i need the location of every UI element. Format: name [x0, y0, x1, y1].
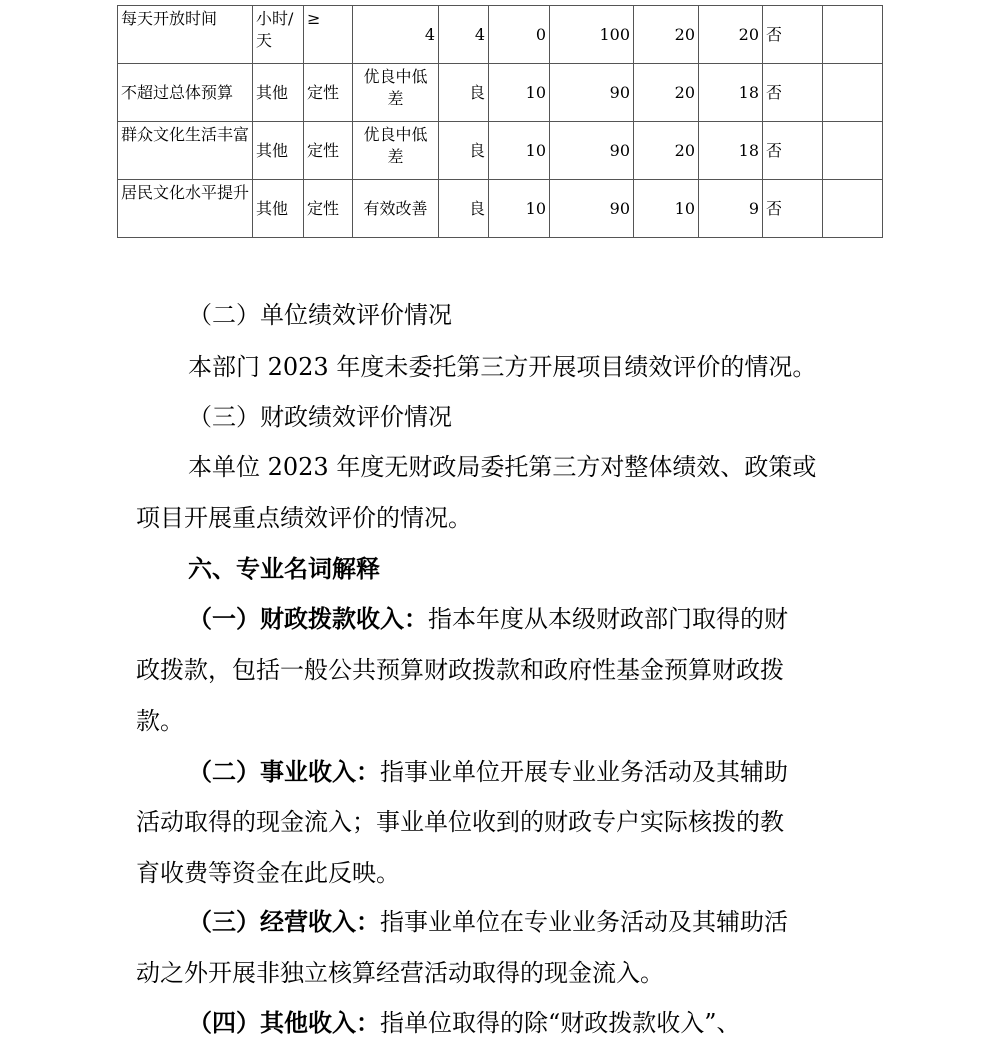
table-row [118, 6, 883, 64]
glossary-definition: 指事业单位在专业业务活动及其辅助活 [380, 908, 788, 936]
completion-cell: 100 [550, 6, 634, 64]
actual-cell: 良 [439, 122, 489, 180]
glossary-definition: 指本年度从本级财政部门取得的财 [428, 605, 788, 633]
glossary-item-business-income [0, 757, 1000, 787]
operator-cell: 定性 [304, 64, 353, 122]
completion-cell: 90 [550, 180, 634, 238]
target-cell: 有效改善 [353, 180, 439, 238]
operator-cell: 定性 [304, 122, 353, 180]
glossary-term: （四）其他收入： [188, 1008, 380, 1037]
indicator-name-cell: 每天开放时间 [118, 6, 253, 64]
unit-cell: 其他 [253, 122, 304, 180]
paragraph-fiscal-evaluation-line: 本单位 2023 年度无财政局委托第三方对整体绩效、政策或 [188, 453, 817, 481]
weight-cell: 20 [634, 6, 699, 64]
glossary-term: （一）财政拨款收入： [188, 604, 428, 633]
deviation-cell: 10 [489, 122, 550, 180]
operator-cell: 定性 [304, 180, 353, 238]
glossary-definition: 指单位取得的除“财政拨款收入”、 [380, 1009, 741, 1037]
indicator-name-cell: 居民文化水平提升 [118, 180, 253, 238]
flag-cell: 否 [763, 122, 823, 180]
deviation-cell: 10 [489, 64, 550, 122]
unit-cell: 小时/天 [253, 6, 304, 64]
glossary-definition-line: 款。 [136, 707, 184, 735]
actual-cell: 4 [439, 6, 489, 64]
indicator-name-cell: 群众文化生活丰富 [118, 122, 253, 180]
completion-cell: 90 [550, 64, 634, 122]
target-cell: 4 [353, 6, 439, 64]
glossary-item-operating-income [0, 907, 1000, 937]
completion-cell: 90 [550, 122, 634, 180]
flag-cell: 否 [763, 180, 823, 238]
glossary-item-other-income [0, 1008, 1000, 1038]
remark-cell [823, 122, 883, 180]
actual-cell: 良 [439, 180, 489, 238]
score-cell: 18 [699, 122, 763, 180]
unit-cell: 其他 [253, 64, 304, 122]
weight-cell: 20 [634, 64, 699, 122]
table-row [118, 180, 883, 238]
actual-cell: 良 [439, 64, 489, 122]
weight-cell: 10 [634, 180, 699, 238]
deviation-cell: 0 [489, 6, 550, 64]
glossary-definition-line: 活动取得的现金流入；事业单位收到的财政专户实际核拨的教 [136, 808, 784, 836]
paragraph-unit-evaluation: 本部门 2023 年度未委托第三方开展项目绩效评价的情况。 [188, 353, 817, 381]
target-cell: 优良中低差 [353, 122, 439, 180]
table-row [118, 64, 883, 122]
remark-cell [823, 64, 883, 122]
weight-cell: 20 [634, 122, 699, 180]
glossary-definition: 指事业单位开展专业业务活动及其辅助 [380, 758, 788, 786]
score-cell: 18 [699, 64, 763, 122]
flag-cell: 否 [763, 6, 823, 64]
glossary-term: （三）经营收入： [188, 907, 380, 936]
flag-cell: 否 [763, 64, 823, 122]
glossary-definition-line: 政拨款，包括一般公共预算财政拨款和政府性基金预算财政拨 [136, 656, 784, 684]
target-cell: 优良中低差 [353, 64, 439, 122]
deviation-cell: 10 [489, 180, 550, 238]
table-row [118, 122, 883, 180]
glossary-term: （二）事业收入： [188, 757, 380, 786]
paragraph-fiscal-evaluation-line: 项目开展重点绩效评价的情况。 [136, 504, 472, 532]
performance-indicator-table [117, 5, 883, 238]
section-heading-glossary: 六、专业名词解释 [188, 554, 380, 583]
section-heading-fiscal-evaluation: （三）财政绩效评价情况 [188, 403, 452, 431]
remark-cell [823, 180, 883, 238]
glossary-definition-line: 动之外开展非独立核算经营活动取得的现金流入。 [136, 959, 664, 987]
glossary-item-fiscal-appropriation [0, 604, 1000, 634]
section-heading-unit-evaluation: （二）单位绩效评价情况 [188, 301, 452, 329]
indicator-name-cell: 不超过总体预算 [118, 64, 253, 122]
unit-cell: 其他 [253, 180, 304, 238]
remark-cell [823, 6, 883, 64]
score-cell: 9 [699, 180, 763, 238]
glossary-definition-line: 育收费等资金在此反映。 [136, 859, 400, 887]
score-cell: 20 [699, 6, 763, 64]
operator-cell: ≥ [304, 6, 353, 64]
